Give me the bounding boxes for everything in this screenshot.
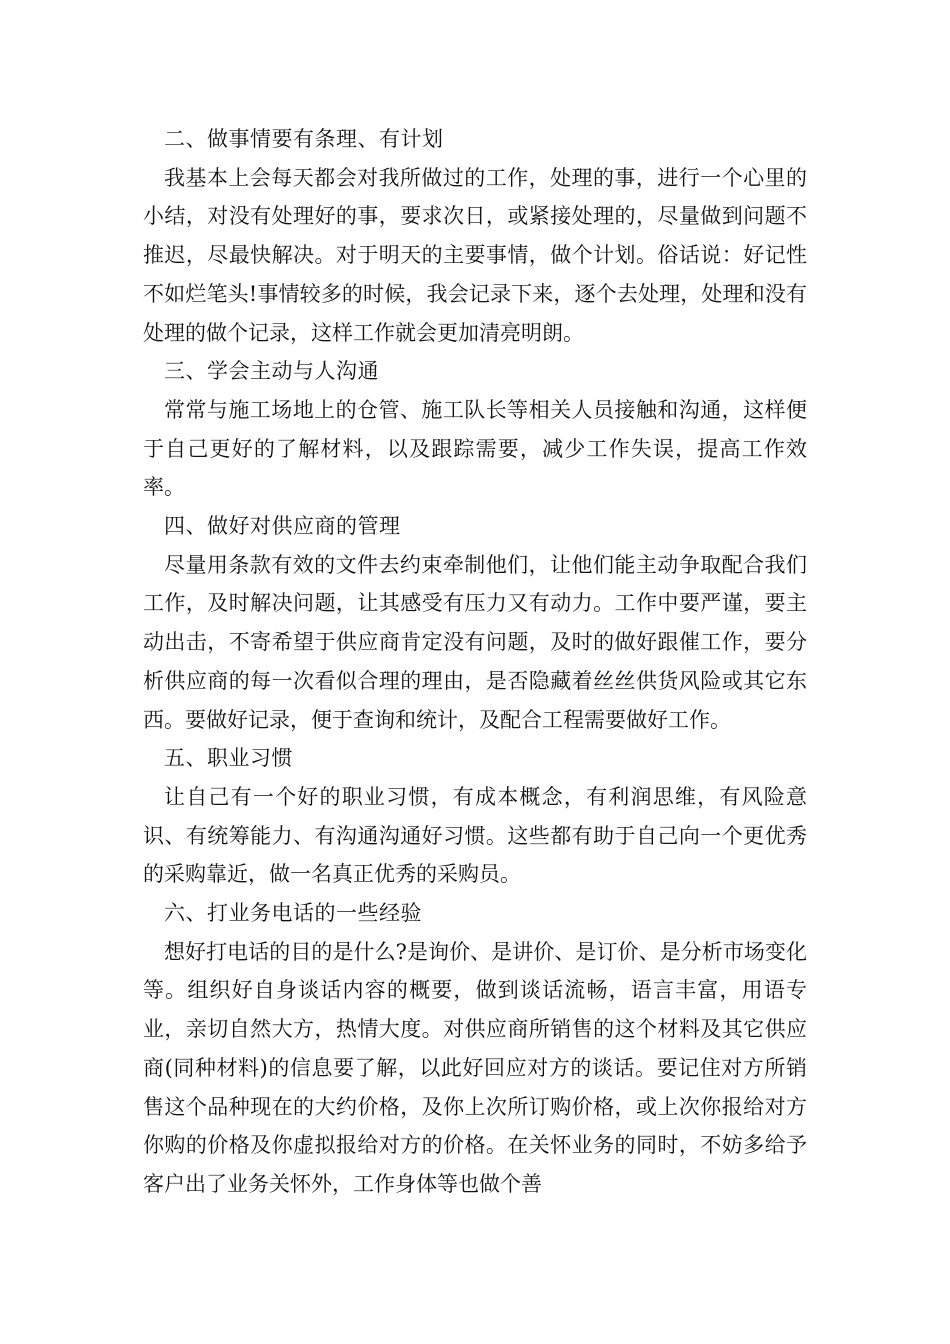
- section-heading: 二、做事情要有条理、有计划: [164, 127, 444, 151]
- section-heading: 五、职业习惯: [164, 746, 293, 771]
- section-paragraph: 尽量用条款有效的文件去约束牵制他们，让他们能主动争取配合我们工作，及时解决问题，让其感受有压力又有动力。工作中要严谨，要主动出击，不寄希望于供应商肯定没有问题，及时的做好跟催工作，要分析供应商的每一次看似合理的理由，是否隐藏着丝丝供货风险或其它东西。要做好记录，便于查询和统计，及配合工程需要做好工作。: [143, 552, 807, 732]
- section-heading: 六、打业务电话的一些经验: [164, 901, 422, 926]
- section-3: [143, 352, 807, 507]
- document-page: [143, 120, 807, 1204]
- section-paragraph: 我基本上会每天都会对我所做过的工作，处理的事，进行一个心里的小结，对没有处理好的事，要求次日，或紧接处理的，尽量做到问题不推迟，尽最快解决。对于明天的主要事情，做个计划。俗话说：好记性不如烂笔头!事情较多的时候，我会记录下来，逐个去处理，处理和没有处理的做个记录，这样工作就会更加清亮明朗。: [143, 165, 807, 345]
- section-4: [143, 507, 807, 739]
- section-6: [143, 894, 807, 1204]
- section-paragraph: 让自己有一个好的职业习惯，有成本概念，有利润思维，有风险意识、有统筹能力、有沟通沟通好习惯。这些都有助于自己向一个更优秀的采购靠近，做一名真正优秀的采购员。: [143, 784, 807, 887]
- section-5: [143, 739, 807, 894]
- section-heading: 四、做好对供应商的管理: [164, 514, 401, 539]
- section-paragraph: 常常与施工场地上的仓管、施工队长等相关人员接触和沟通，这样便于自己更好的了解材料，以及跟踪需要，减少工作失误，提高工作效率。: [143, 397, 807, 500]
- section-paragraph: 想好打电话的目的是什么?是询价、是讲价、是订价、是分析市场变化等。组织好自身谈话内容的概要，做到谈话流畅，语言丰富，用语专业，亲切自然大方，热情大度。对供应商所销售的这个材料及其它供应商(同种材料)的信息要了解，以此好回应对方的谈话。要记住对方所销售这个品种现在的大约价格，及你上次所订购价格，或上次你报给对方你购的价格及你虚拟报给对方的价格。在关怀业务的同时，不妨多给予客户出了业务关怀外，工作身体等也做个善: [143, 939, 807, 1196]
- section-heading: 三、学会主动与人沟通: [164, 359, 379, 384]
- section-2: [143, 120, 807, 352]
